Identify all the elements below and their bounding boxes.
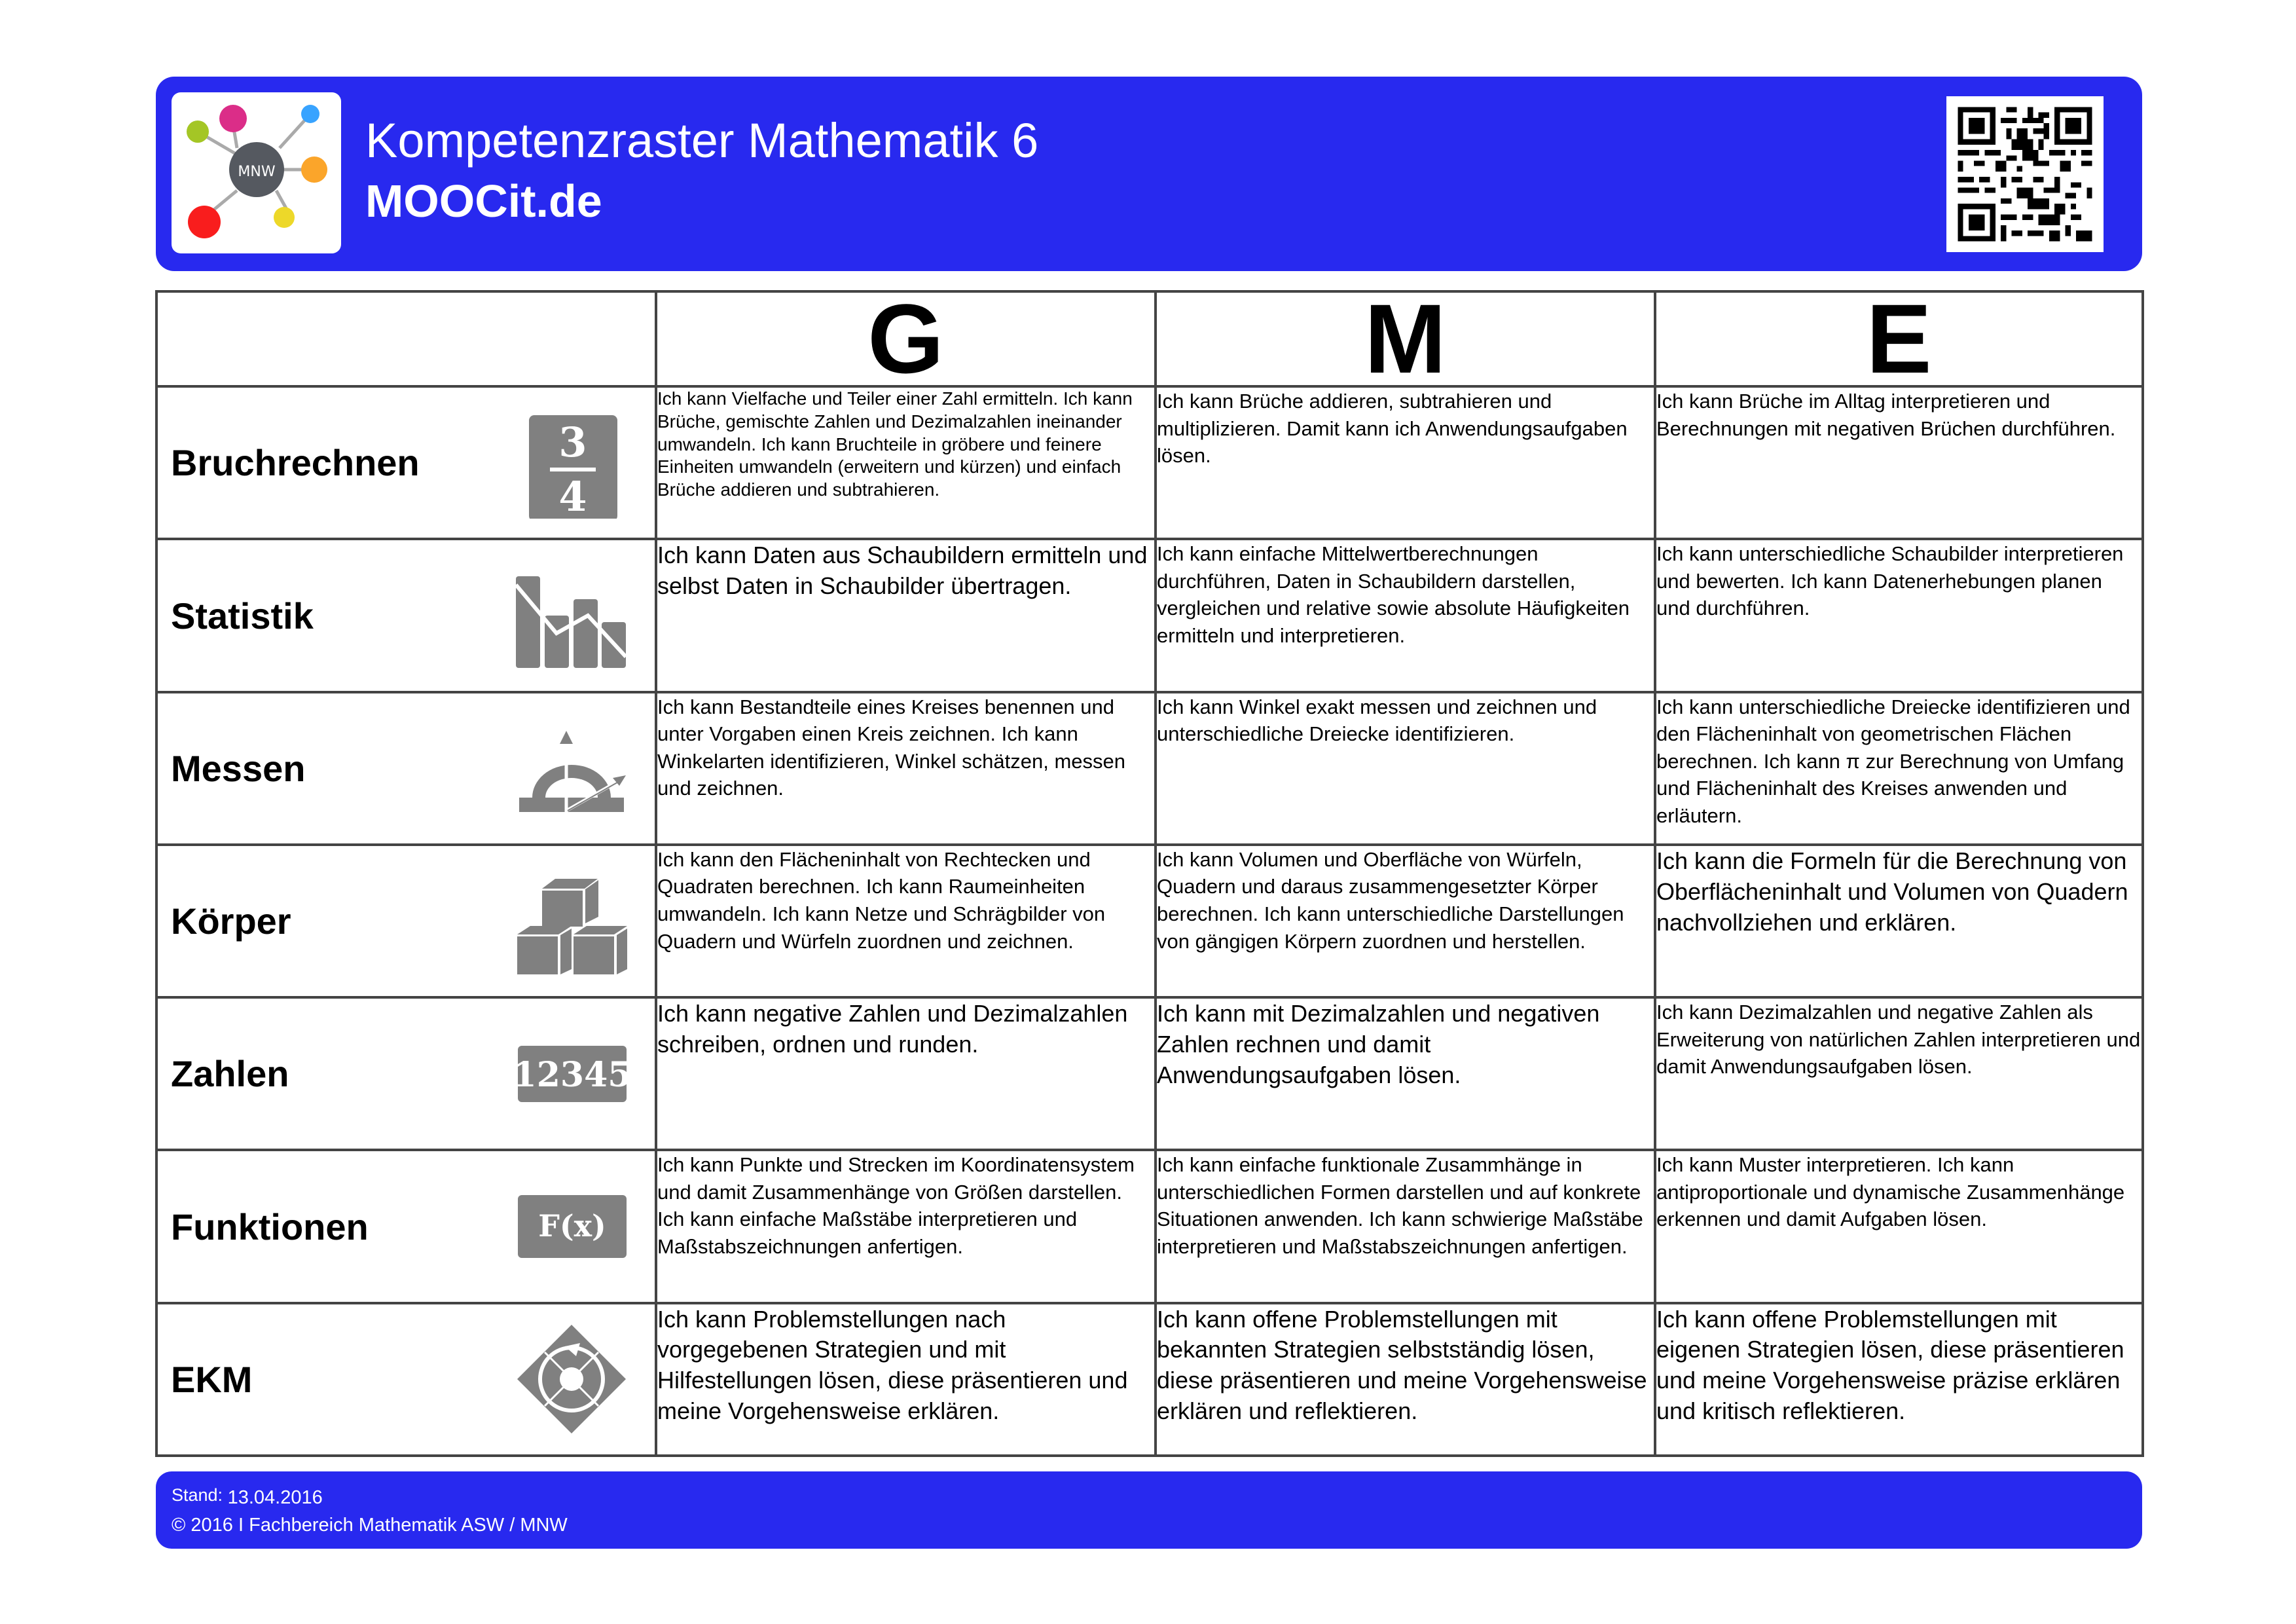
category-cell — [156, 845, 656, 997]
column-header-m: M — [1156, 291, 1655, 386]
cell-e: Ich kann unterschiedliche Schaubilder interpretieren und bewerten. Ich kann Datenerhebungen planen und durchführen. — [1655, 539, 2143, 692]
cell-e: Ich kann unterschiedliche Dreiecke identifizieren und den Flächeninhalt von geometrischen Flächen berechnen. Ich kann π zur Berechnung von Umfang und Flächeninhalt des Kreises anwenden und erläutern. — [1655, 692, 2143, 845]
fraction-denominator: 4 — [558, 472, 587, 519]
category-cell — [156, 692, 656, 845]
fraction-icon — [516, 407, 627, 519]
cell-m: Ich kann mit Dezimalzahlen und negativen Zahlen rechnen und damit Anwendungsaufgaben lösen. — [1156, 997, 1655, 1150]
function-icon-text: F(x) — [538, 1208, 606, 1244]
table-row-zahlen — [156, 997, 2143, 1150]
column-header-e: E — [1655, 291, 2143, 386]
category-cell — [156, 1303, 656, 1456]
stand-date: 13.04.2016 — [227, 1487, 323, 1508]
category-label: Zahlen — [171, 1053, 289, 1095]
category-label: Bruchrechnen — [171, 442, 420, 484]
cycle-diamond-icon — [516, 1323, 627, 1435]
category-cell — [156, 997, 656, 1150]
empty-header-cell — [156, 291, 656, 386]
cell-m: Ich kann einfache funktionale Zusammhänge in unterschiedlichen Formen darstellen und auf konkrete Situationen anwenden. Ich kann schwierige Maßstäbe interpretieren und Maßstabszeichnungen anfertigen. — [1156, 1150, 1655, 1302]
category-label: Funktionen — [171, 1206, 369, 1247]
cell-m: Ich kann Brüche addieren, subtrahieren und multiplizieren. Damit kann ich Anwendungsaufgaben lösen. — [1156, 386, 1655, 539]
header-banner — [156, 77, 2142, 271]
category-cell — [156, 386, 656, 539]
category-label: Körper — [171, 900, 291, 942]
fraction-numerator: 3 — [558, 418, 587, 466]
cubes-icon — [516, 866, 627, 977]
table-row-ekm — [156, 1303, 2143, 1456]
cell-e: Ich kann offene Problemstellungen mit eigenen Strategien lösen, diese präsentieren und meine Vorgehensweise präzise erklären und kritisch reflektieren. — [1655, 1303, 2143, 1456]
site-link[interactable]: MOOCit.de — [365, 175, 602, 227]
cell-m: Ich kann Winkel exakt messen und zeichnen und unterschiedliche Dreiecke identifizieren. — [1156, 692, 1655, 845]
protractor-icon — [516, 712, 627, 824]
copyright-text: © 2016 I Fachbereich Mathematik ASW / MNW — [172, 1515, 568, 1536]
cell-g: Ich kann Daten aus Schaubildern ermitteln und selbst Daten in Schaubilder übertragen. — [656, 539, 1156, 692]
cell-e: Ich kann Brüche im Alltag interpretieren und Berechnungen mit negativen Brüchen durchführen. — [1655, 386, 2143, 539]
cell-m: Ich kann offene Problemstellungen mit bekannten Strategien selbstständig lösen, diese präsentieren und meine Vorgehensweise erklären und reflektieren. — [1156, 1303, 1655, 1456]
table-row-funktionen — [156, 1150, 2143, 1302]
numbers-icon — [516, 1018, 627, 1130]
footer-banner — [156, 1471, 2142, 1549]
bar-chart-icon — [516, 560, 627, 671]
cell-g: Ich kann negative Zahlen und Dezimalzahlen schreiben, ordnen und runden. — [656, 997, 1156, 1150]
category-label: Statistik — [171, 595, 314, 637]
category-label: Messen — [171, 747, 306, 789]
cell-g: Ich kann Punkte und Strecken im Koordinatensystem und damit Zusammenhänge von Größen darstellen. Ich kann einfache Maßstäbe interpretieren und Maßstabszeichnungen anfertigen. — [656, 1150, 1156, 1302]
network-logo-icon — [172, 92, 341, 253]
table-row-koerper — [156, 845, 2143, 997]
category-cell — [156, 539, 656, 692]
cell-e: Ich kann Muster interpretieren. Ich kann antiproportionale und dynamische Zusammenhänge erkennen und damit Aufgaben lösen. — [1655, 1150, 2143, 1302]
page-title: Kompetenzraster Mathematik 6 — [365, 113, 1039, 168]
stand-info — [172, 1485, 323, 1506]
numbers-icon-text: 12345 — [516, 1054, 627, 1095]
cell-g: Ich kann Vielfache und Teiler einer Zahl ermitteln. Ich kann Brüche, gemischte Zahlen und Dezimalzahlen ineinander umwandeln. Ich kann Bruchteile in gröbere und feinere Einheiten umwandeln (erweitern und kürzen) und einfach Brüche addieren und subtrahieren. — [656, 386, 1156, 539]
cell-e: Ich kann Dezimalzahlen und negative Zahlen als Erweiterung von natürlichen Zahlen interpretieren und damit Anwendungsaufgaben lösen. — [1655, 997, 2143, 1150]
mnw-logo — [172, 92, 341, 253]
category-cell — [156, 1150, 656, 1302]
cell-m: Ich kann Volumen und Oberfläche von Würfeln, Quadern und daraus zusammengesetzter Körper berechnen. Ich kann unterschiedliche Darstellungen von gängigen Körpern zuordnen und herstellen. — [1156, 845, 1655, 997]
table-row-messen — [156, 692, 2143, 845]
cell-g: Ich kann Problemstellungen nach vorgegebenen Strategien und mit Hilfestellungen lösen, diese präsentieren und meine Vorgehensweise erklären. — [656, 1303, 1156, 1456]
cell-m: Ich kann einfache Mittelwertberechnungen durchführen, Daten in Schaubildern darstellen, vergleichen und relative sowie absolute Häufigkeiten ermitteln und interpretieren. — [1156, 539, 1655, 692]
table-row-statistik — [156, 539, 2143, 692]
column-header-g: G — [656, 291, 1156, 386]
competency-grid — [155, 284, 2144, 1457]
cell-g: Ich kann Bestandteile eines Kreises benennen und unter Vorgaben einen Kreis zeichnen. Ich kann Winkelarten identifizieren, Winkel schätzen, messen und zeichnen. — [656, 692, 1156, 845]
stand-label: Stand: — [172, 1485, 223, 1505]
category-label: EKM — [171, 1358, 253, 1400]
function-icon — [516, 1171, 627, 1282]
logo-text: MNW — [238, 164, 276, 180]
cell-g: Ich kann den Flächeninhalt von Rechtecken und Quadraten berechnen. Ich kann Raumeinheiten umwandeln. Ich kann Netze und Schrägbilder von Quadern und Würfeln zuordnen und zeichnen. — [656, 845, 1156, 997]
qr-code-icon — [1946, 96, 2104, 252]
cell-e: Ich kann die Formeln für die Berechnung von Oberflächeninhalt und Volumen von Quadern nachvollziehen und erklären. — [1655, 845, 2143, 997]
table-row-bruchrechnen — [156, 386, 2143, 539]
